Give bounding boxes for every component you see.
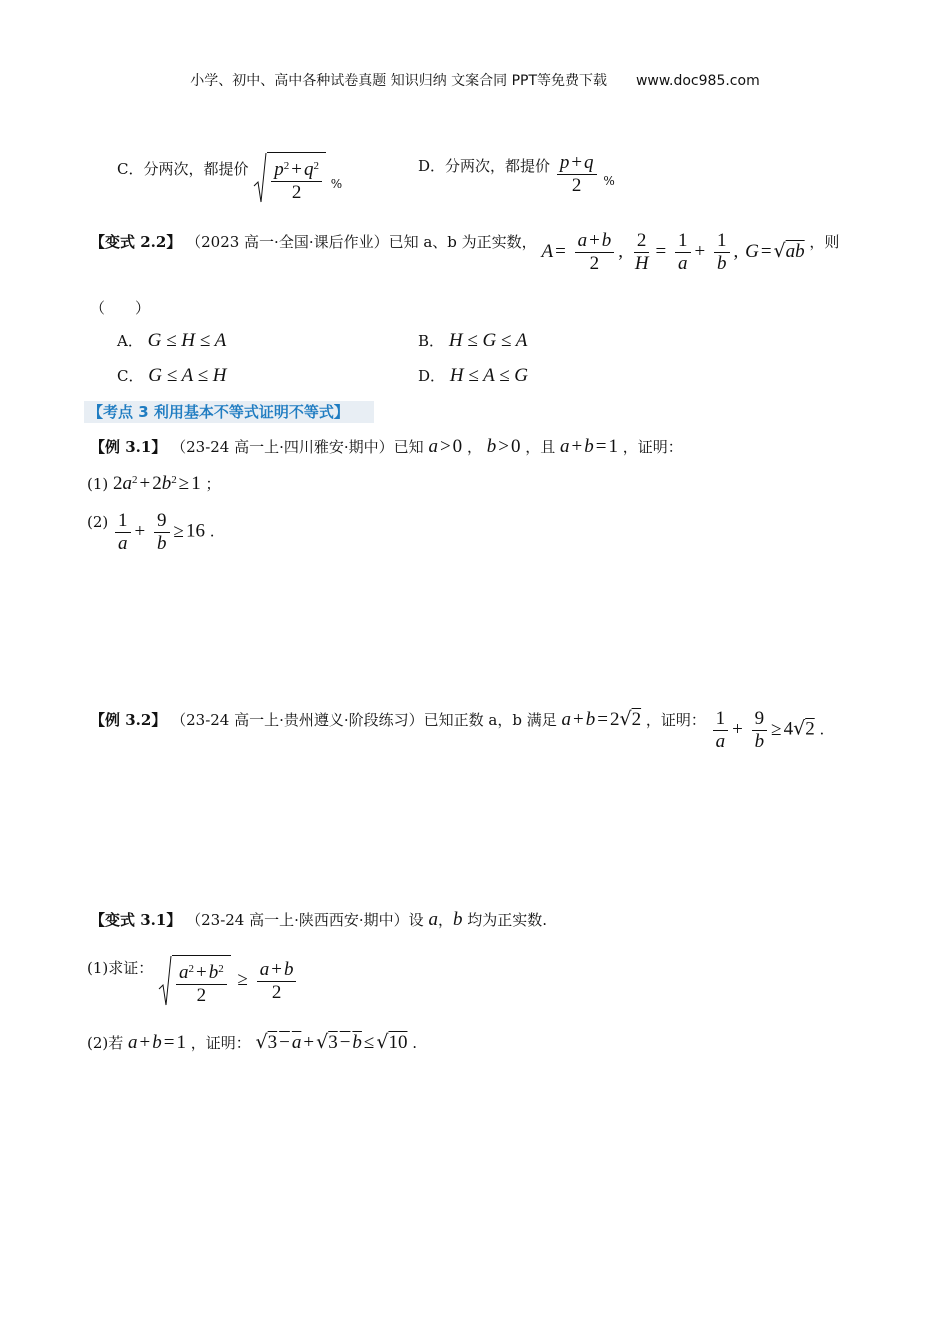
li32-question: 【例 3.2】 （23-24 高一上·贵州遵义·阶段练习）已知正数 a，b 满足 a + b = 2√2 ，证明： $\frac{1}{a}$ + $\frac{9}{b}$ ≥ 4√2 . bbox=[90, 707, 825, 752]
option-d-prev: D．分两次，都提价 $\frac{p + q}{2}$ $_{\%}$ bbox=[418, 152, 615, 196]
li31-part1: (1) $2a^2 + 2b^2 \ge 1$ ； bbox=[87, 473, 221, 494]
option-d[interactable]: D． H ≤ A ≤ G bbox=[418, 365, 529, 386]
section-heading: 【考点 3 利用基本不等式证明不等式】 bbox=[84, 401, 374, 423]
bianshi31-part1: (1)求证： $\frac{a^2 + b^2}{2}$ ≥ $\frac{a + b}{2}$ bbox=[87, 955, 298, 1007]
bianshi31-question: 【变式 3.1】 （23-24 高一上·陕西西安·期中）设 a，b 均为正实数. bbox=[90, 909, 548, 930]
bianshi22-question: 【变式 2.2】 （2023 高一·全国·课后作业）已知 a、b 为正实数， A = $\frac{a + b}{2}$ , $\frac{2}{H}$ = $\frac{1}{a}$ + $\frac{1}{b}$ , G = √ab ，则 bbox=[90, 230, 840, 274]
option-c[interactable]: C． G ≤ A ≤ H bbox=[117, 365, 227, 386]
option-b[interactable]: B． H ≤ G ≤ A bbox=[418, 330, 528, 351]
header-text: 小学、初中、高中各种试卷真题 知识归纳 文案合同 PPT等免费下载 bbox=[190, 73, 608, 89]
radical-sign-icon bbox=[253, 152, 267, 204]
formula-a: A = $\frac{a + b}{2}$ , $\frac{2}{H}$ = $\frac{1}{a}$ + $\frac{1}{b}$ , G = √ab bbox=[541, 230, 805, 274]
question-source: （2023 高一·全国·课后作业）已知 a、b 为正实数， bbox=[186, 232, 537, 251]
bianshi31-part2: (2)若 a + b = 1 ，证明： √3 − a + √3 − b ≤ √10 . bbox=[87, 1031, 418, 1053]
question-tag: 【变式 2.2】 bbox=[90, 232, 182, 251]
radical-sign-icon bbox=[158, 955, 172, 1007]
page-header bbox=[0, 70, 950, 90]
option-a[interactable]: A． G ≤ H ≤ A bbox=[117, 330, 227, 351]
answer-paren: （ ） bbox=[90, 299, 151, 317]
li31-question: 【例 3.1】 （23-24 高一上·四川雅安·期中）已知 a > 0 ， b > 0 ，且 a + b = 1 ，证明： bbox=[90, 436, 683, 457]
sqrt-expression: $\frac{p^2 + q^2}{2}$ bbox=[253, 152, 326, 204]
li31-part2: (2) $\frac{1}{a}$ + $\frac{9}{b}$ ≥ 16 . bbox=[87, 510, 215, 554]
header-url[interactable]: www.doc985.com bbox=[635, 73, 760, 89]
option-c-prev: C．分两次，都提价 $\frac{p^2 + q^2}{2}$ $_{\%}$ bbox=[117, 152, 342, 204]
